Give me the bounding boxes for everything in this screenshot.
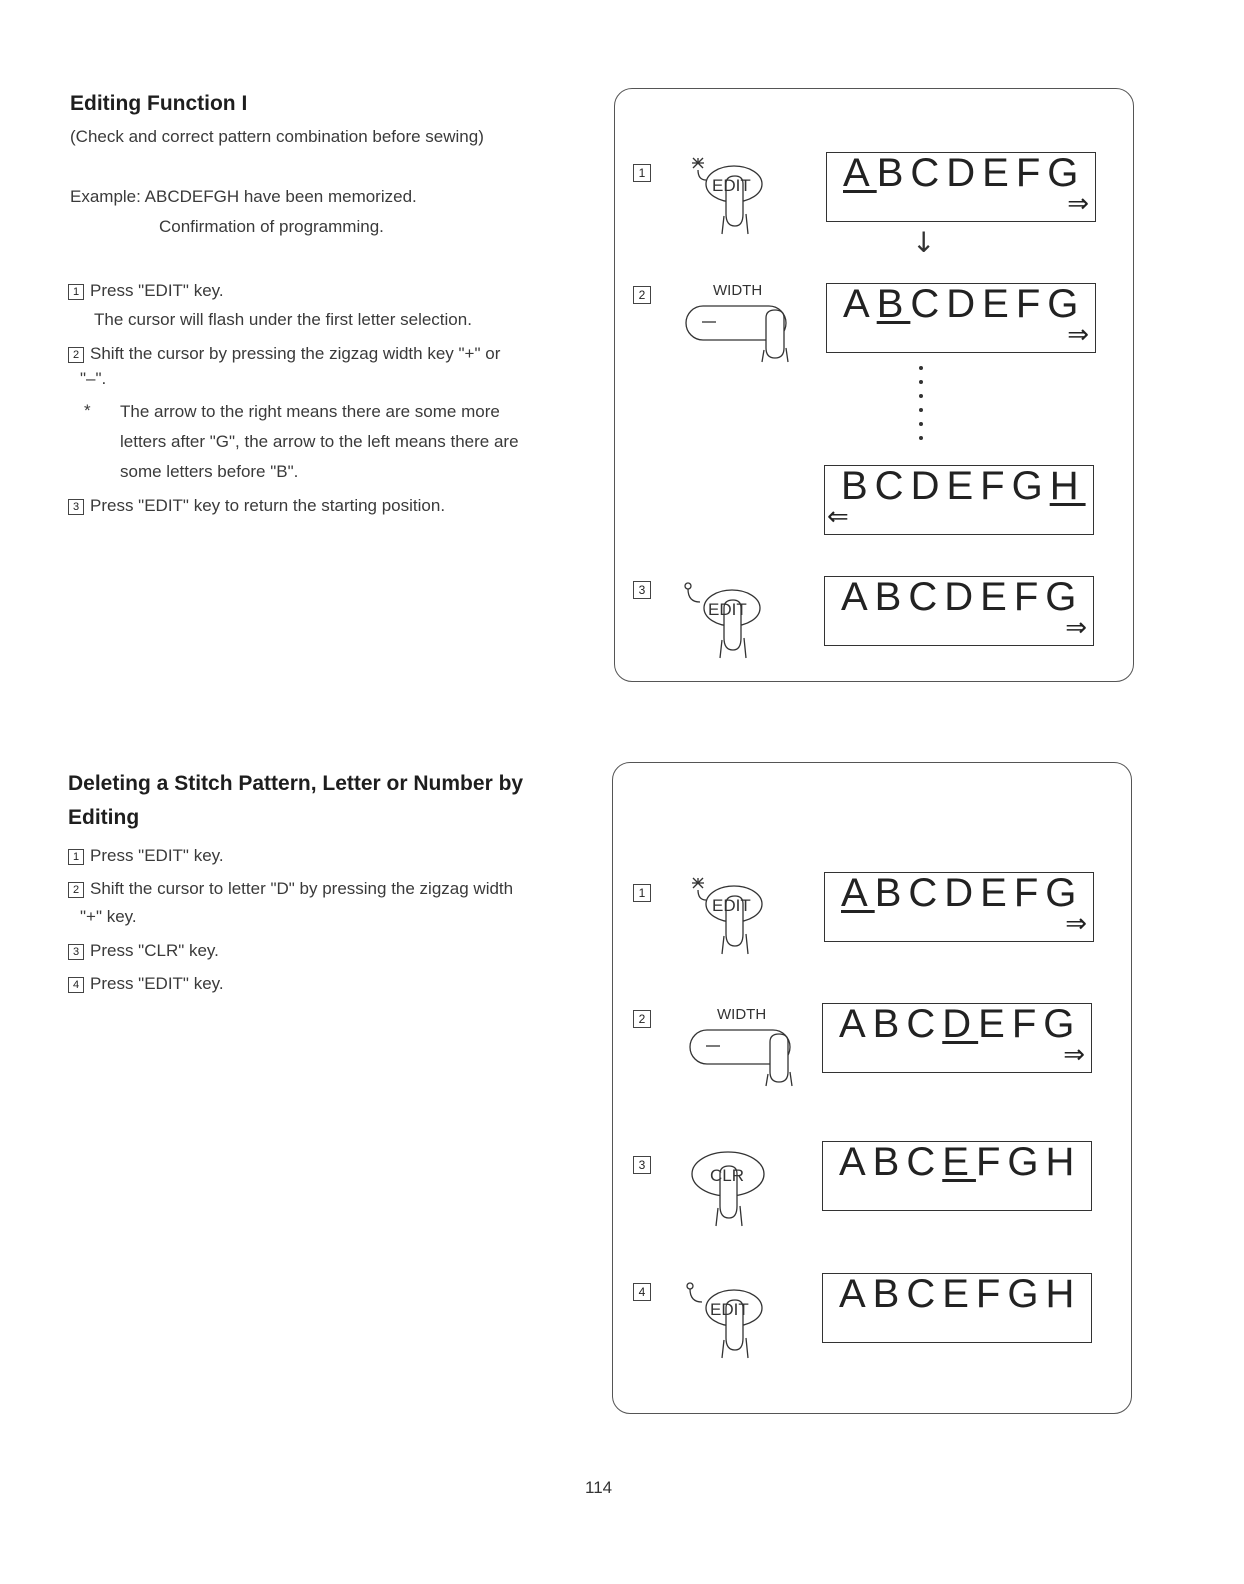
section1-subtitle: (Check and correct pattern combination before sewing) <box>70 127 484 146</box>
note-line1: The arrow to the right means there are some more <box>120 402 500 421</box>
lcd-text: BCDEFG <box>841 464 1050 508</box>
section2-title-line1: Deleting a Stitch Pattern, Letter or Number by <box>68 772 524 795</box>
lcd-text: EFG <box>978 1002 1082 1046</box>
step-number-box: 4 <box>68 977 84 993</box>
panel2-step-4: 4 <box>633 1283 651 1301</box>
edit-key-icon <box>680 578 780 662</box>
s2-step2 <box>68 874 513 904</box>
right-arrow-icon: ⇒ <box>1063 1040 1085 1070</box>
note-mark: * <box>84 401 91 420</box>
panel1-step-1: 1 <box>633 164 651 182</box>
edit-key-flashing-icon <box>680 874 780 958</box>
step-number-box: 1 <box>68 284 84 300</box>
example-line2: Confirmation of programming. <box>159 217 384 236</box>
clr-key-label: CLR <box>710 1166 745 1185</box>
svg-text:EDIT: EDIT <box>710 1300 749 1319</box>
lcd-text: ABC <box>839 1140 943 1184</box>
right-arrow-icon: ⇒ <box>1065 613 1087 643</box>
width-key-icon <box>684 300 799 365</box>
s1-step1-text: Press "EDIT" key. <box>90 281 224 300</box>
example-line1: Example: ABCDEFGH have been memorized. <box>70 187 417 206</box>
left-arrow-icon: ⇐ <box>827 502 849 532</box>
lcd-cursor: A <box>843 151 877 195</box>
lcd-cursor: D <box>942 1002 979 1046</box>
panel2-step-2: 2 <box>633 1010 651 1028</box>
lcd-text: A <box>843 282 877 326</box>
note-line2: letters after "G", the arrow to the left means there are <box>120 432 519 451</box>
lcd-text: ABCEFGH <box>839 1272 1082 1316</box>
lcd-text: ABC <box>839 1002 943 1046</box>
step-number-box: 3 <box>68 499 84 515</box>
lcd-display <box>824 465 1094 535</box>
edit-key-label: EDIT <box>712 176 751 195</box>
note-line3: some letters before "B". <box>120 462 299 481</box>
page-number: 114 <box>585 1478 613 1497</box>
s2-step2-line2: "+" key. <box>80 907 137 926</box>
lcd-text: BCDEFG <box>876 151 1086 195</box>
lcd-cursor: E <box>942 1140 976 1184</box>
lcd-text: ABCDEFG <box>841 575 1084 619</box>
s2-step4-text: Press "EDIT" key. <box>90 974 224 993</box>
lcd-cursor: B <box>876 282 911 326</box>
panel1-step-2: 2 <box>633 286 651 304</box>
right-arrow-icon: ⇒ <box>1065 909 1087 939</box>
down-arrow-icon: ↓ <box>912 226 936 259</box>
lcd-display <box>822 1003 1092 1073</box>
lcd-display <box>824 872 1094 942</box>
section2-title-line2: Editing <box>68 806 140 829</box>
clr-key-icon <box>686 1148 776 1228</box>
s2-step3 <box>68 936 219 966</box>
s2-step1-text: Press "EDIT" key. <box>90 846 224 865</box>
s2-step1 <box>68 841 224 871</box>
s1-step1-line2: The cursor will flash under the first letter selection. <box>94 310 472 329</box>
step-number-box: 2 <box>68 347 84 363</box>
lcd-display <box>826 152 1096 222</box>
svg-text:EDIT: EDIT <box>712 896 751 915</box>
lcd-display <box>822 1273 1092 1343</box>
s1-step2 <box>68 339 500 369</box>
width-label-1: WIDTH <box>713 282 763 299</box>
width-key-icon <box>688 1024 803 1089</box>
s2-step3-text: Press "CLR" key. <box>90 941 219 960</box>
panel2-step-3: 3 <box>633 1156 651 1174</box>
lcd-text: CDEFG <box>910 282 1086 326</box>
panel1-step-3: 3 <box>633 581 651 599</box>
lcd-cursor: A <box>841 871 875 915</box>
lcd-display <box>822 1141 1092 1211</box>
step-number-box: 3 <box>68 944 84 960</box>
right-arrow-icon: ⇒ <box>1067 189 1089 219</box>
lcd-display <box>826 283 1096 353</box>
s1-step1 <box>68 276 224 306</box>
s1-step2-text: Shift the cursor by pressing the zigzag width key "+" or <box>90 344 501 363</box>
lcd-display <box>824 576 1094 646</box>
continuation-dots <box>919 366 923 450</box>
s1-step3-text: Press "EDIT" key to return the starting position. <box>90 496 446 515</box>
svg-text:EDIT: EDIT <box>708 600 747 619</box>
section1-title: Editing Function I <box>70 92 248 115</box>
s2-step2-text: Shift the cursor to letter "D" by pressing the zigzag width <box>90 879 514 898</box>
s2-step4 <box>68 969 224 999</box>
step-number-box: 2 <box>68 882 84 898</box>
lcd-text: FGH <box>975 1140 1082 1184</box>
s1-step3 <box>68 491 445 521</box>
step-number-box: 1 <box>68 849 84 865</box>
edit-key-icon <box>682 1278 782 1362</box>
lcd-text: BCDEFG <box>874 871 1084 915</box>
right-arrow-icon: ⇒ <box>1067 320 1089 350</box>
width-label-2: WIDTH <box>717 1006 767 1023</box>
lcd-cursor: H <box>1049 464 1086 508</box>
s1-step2-line2: "–". <box>80 369 107 388</box>
edit-key-flashing-icon <box>680 154 780 238</box>
panel2-step-1: 1 <box>633 884 651 902</box>
